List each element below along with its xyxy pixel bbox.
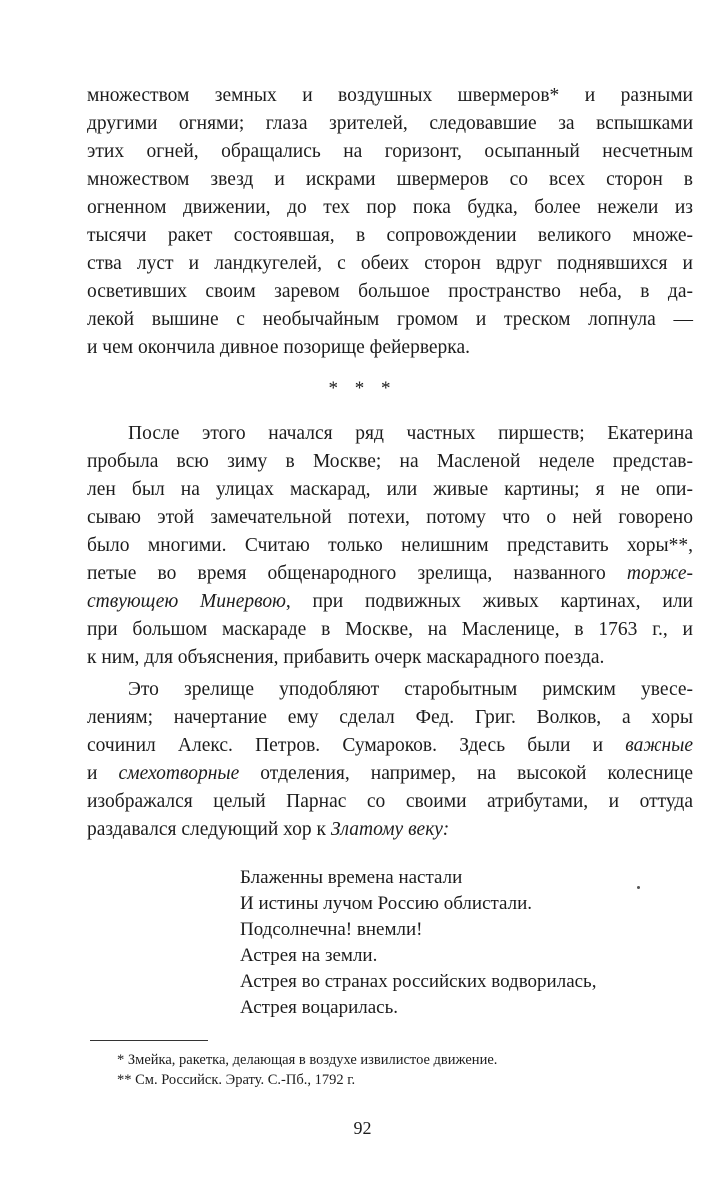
text-line: сываю этой замечательной потехи, потому что о ней говорено xyxy=(87,507,693,528)
text-line xyxy=(87,760,693,788)
text-line: к ним, для объяснения, прибавить очерк маскарадного поезда. xyxy=(87,647,605,668)
text-line: пробыла всю зиму в Москве; на Масленой неделе представ- xyxy=(87,451,693,472)
text-line: изображался целый Парнас со своими атрибутами, и оттуда xyxy=(87,791,693,812)
text-span: отделения, например, на высокой колеснице xyxy=(239,763,693,784)
verse-line: Астрея на земли. xyxy=(240,945,378,966)
italic-title: Златому веку: xyxy=(330,819,450,840)
italic-word: важные xyxy=(625,735,693,756)
text-line: ства луст и ландкугелей, с обеих сторон вдруг поднявшихся и xyxy=(87,253,693,274)
text-line: тысячи ракет состоявшая, в сопровождении великого множе- xyxy=(87,225,693,246)
verse-line: Астрея во странах российских водворилась, xyxy=(240,971,597,992)
footnote-divider xyxy=(90,1040,208,1041)
text-span: петые во время общенародного зрелища, названного xyxy=(87,563,627,584)
text-line: лекой вышине с необычайным громом и треском лопнула — xyxy=(87,309,693,330)
text-span: , при подвижных живых картинах, или xyxy=(285,591,693,612)
verse-line: Подсолнечна! внемли! xyxy=(240,919,423,940)
text-line: множеством земных и воздушных швермеров* и разными xyxy=(87,85,693,106)
text-line xyxy=(87,732,693,760)
page-number: 92 xyxy=(353,1118,372,1138)
text-span: и xyxy=(87,763,119,784)
text-line: огненном движении, до тех пор пока будка, более нежели из xyxy=(87,197,693,218)
text-span: раздавался следующий хор к xyxy=(87,819,331,840)
text-line xyxy=(87,588,693,616)
text-line: После этого начался ряд частных пиршеств; Екатерина xyxy=(128,423,693,444)
text-line: и чем окончила дивное позорище фейерверка. xyxy=(87,337,471,358)
footnote: ** См. Российск. Эрату. С.-Пб., 1792 г. xyxy=(117,1072,356,1088)
verse-line: И истины лучом Россию облистали. xyxy=(240,893,533,914)
italic-title: ствующею Минервою xyxy=(87,591,286,612)
text-line: было многими. Считаю только нелишним представить хоры**, xyxy=(87,535,693,556)
text-line: этих огней, обращались на горизонт, осыпанный несчетным xyxy=(87,141,693,162)
text-line: другими огнями; глаза зрителей, следовавшие за вспышками xyxy=(87,113,693,134)
italic-word: смехотворные xyxy=(118,763,240,784)
verse-line: Астрея воцарилась. xyxy=(240,997,399,1018)
italic-title: торже- xyxy=(626,563,693,584)
text-line: лениям; начертание ему сделал Фед. Григ. Волков, а хоры xyxy=(87,707,693,728)
section-separator: * * * xyxy=(328,378,397,399)
text-line: множеством звезд и искрами швермеров со всех сторон в xyxy=(87,169,693,190)
text-line xyxy=(87,816,693,844)
verse-line: Блаженны времена настали xyxy=(240,867,463,888)
text-line: Это зрелище уподобляют старобытным римским увесе- xyxy=(128,679,693,700)
text-line: осветивших своим заревом большое пространство неба, в да- xyxy=(87,281,693,302)
text-line: при большом маскараде в Москве, на Масленице, в 1763 г., и xyxy=(87,619,693,640)
footnote: * Змейка, ракетка, делающая в воздухе извилистое движение. xyxy=(117,1052,498,1068)
print-speck xyxy=(637,886,640,889)
text-line xyxy=(87,560,693,588)
text-span: сочинил Алекс. Петров. Сумароков. Здесь были и xyxy=(87,735,626,756)
text-line: лен был на улицах маскарад, или живые картины; я не опи- xyxy=(87,479,693,500)
